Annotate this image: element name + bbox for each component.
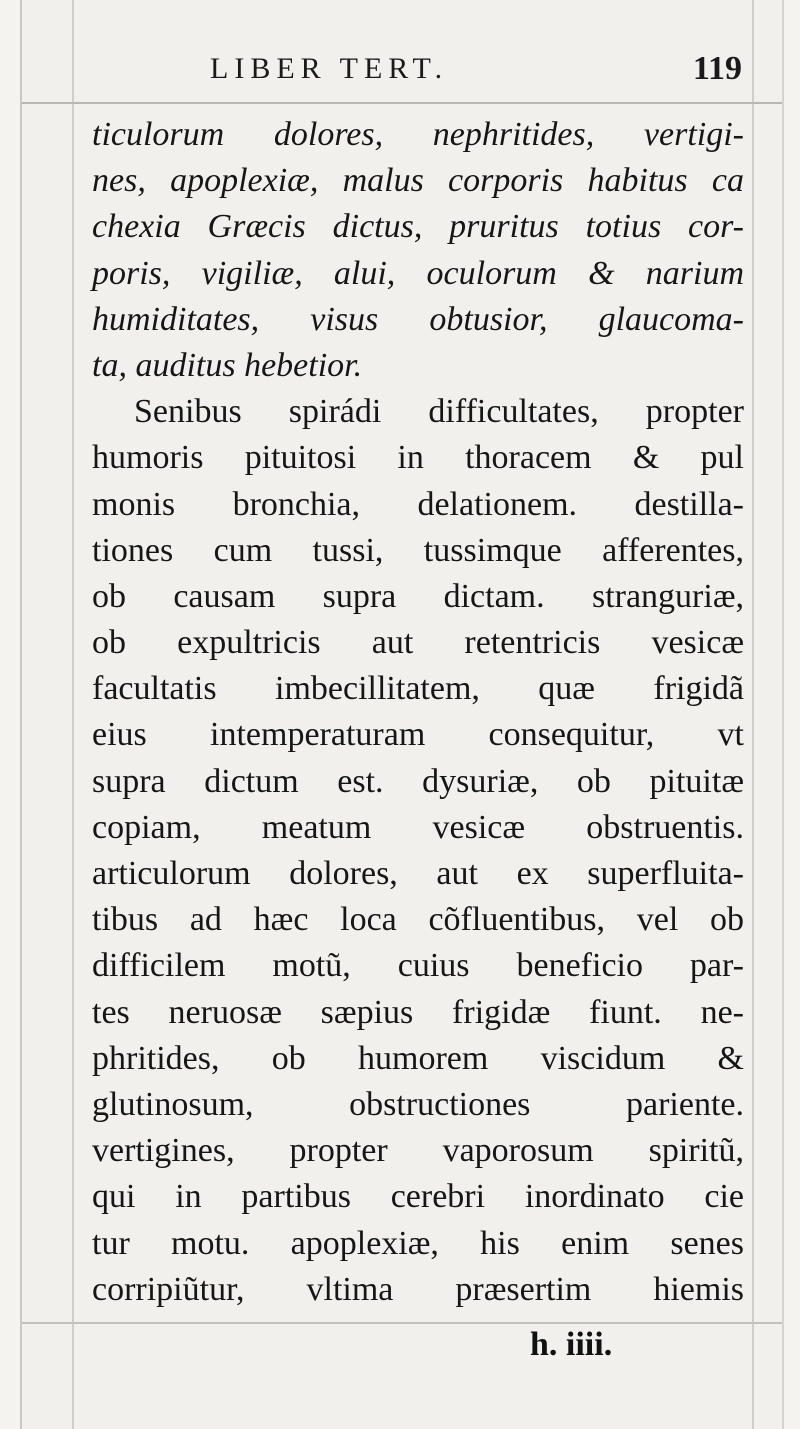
text-line: copiam, meatum vesicæ obstruentis. [92, 808, 744, 846]
left-margin-rule [72, 0, 74, 1429]
text-line: humoris pituitosi in thoracem & pul [92, 439, 744, 477]
text-line: monis bronchia, delationem. destilla- [92, 485, 744, 523]
text-line: facultatis imbecillitatem, quæ frigidã [92, 670, 744, 708]
text-line: glutinosum, obstructiones pariente. [92, 1085, 744, 1123]
text-line: phritides, ob humorem viscidum & [92, 1039, 744, 1077]
text-line: nes, apoplexiæ, malus corporis habitus ca [92, 162, 744, 200]
text-line: tibus ad hæc loca cõfluentibus, vel ob [92, 901, 744, 939]
text-line: tes neruosæ sæpius frigidæ fiunt. ne- [92, 993, 744, 1031]
header-rule [22, 102, 782, 104]
text-line: tiones cum tussi, tussimque afferentes, [92, 531, 744, 569]
text-line: poris, vigiliæ, alui, oculorum & narium [92, 254, 744, 292]
text-line: ticulorum dolores, nephritides, vertigi- [92, 116, 744, 153]
text-line: supra dictum est. dysuriæ, ob pituitæ [92, 762, 744, 800]
text-line: qui in partibus cerebri inordinato cie [92, 1178, 744, 1216]
text-line: vertigines, propter vaporosum spiritũ, [92, 1132, 744, 1170]
body-text [92, 112, 744, 1313]
footer-rule [22, 1322, 782, 1324]
text-line: ta, auditus hebetior. [92, 346, 363, 384]
text-line: eius intemperaturam consequitur, vt [92, 716, 744, 754]
text-line: humiditates, visus obtusior, glaucoma- [92, 300, 744, 338]
text-line: chexia Græcis dictus, pruritus totius cor- [92, 208, 744, 246]
text-line: articulorum dolores, aut ex superfluita- [92, 855, 744, 892]
page-number: 119 [692, 50, 742, 87]
text-line: tur motu. apoplexiæ, his enim senes [92, 1224, 744, 1262]
text-line: Senibus spirádi difficultates, propter [134, 393, 744, 431]
text-line: difficilem motũ, cuius beneficio par- [92, 947, 744, 985]
right-margin-rule [752, 0, 754, 1429]
text-line: ob expultricis aut retentricis vesicæ [92, 624, 744, 662]
text-line: corripiũtur, vltima præsertim hiemis [92, 1270, 744, 1308]
signature-mark: h. iiii. [530, 1326, 613, 1363]
running-head: LIBER TERT. [210, 52, 449, 85]
text-line: ob causam supra dictam. stranguriæ, [92, 577, 744, 615]
